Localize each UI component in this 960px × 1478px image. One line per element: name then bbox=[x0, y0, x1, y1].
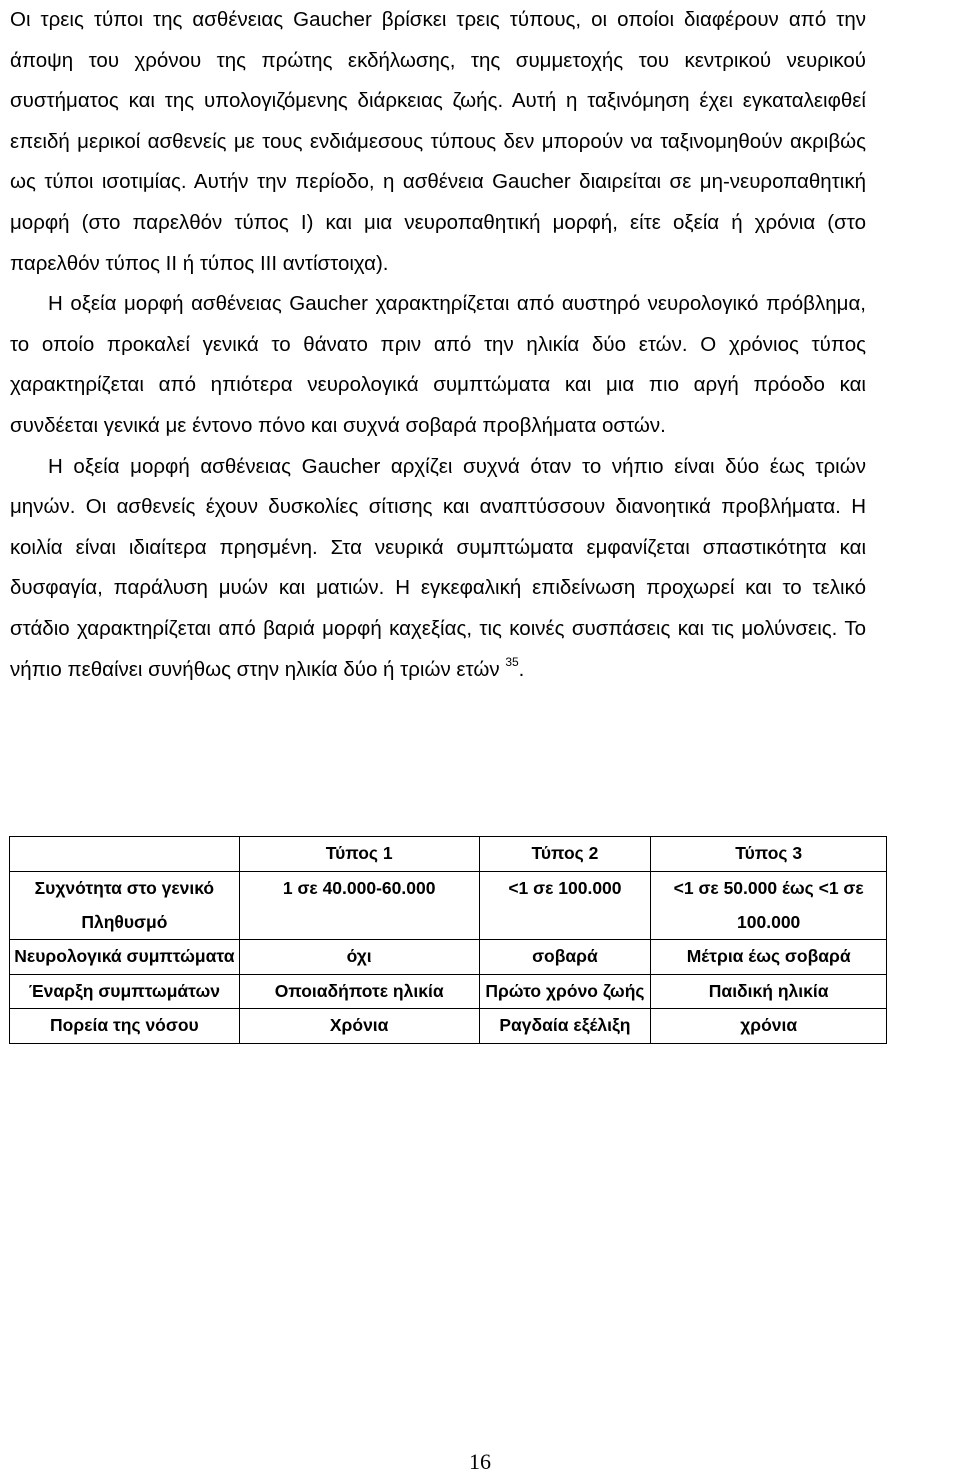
header-cell bbox=[10, 837, 240, 872]
paragraph: Οι τρεις τύποι της ασθένειας Gaucher βρίσκει τρεις τύπους, οι οποίοι διαφέρουν από την άποψη του χρόνου της πρώτης εκδήλωσης, της συμμετοχής του κεντρικού νευρικού συστήματος και της υπολογιζόμενης διάρκειας ζωής. Αυτή η ταξινόμηση έχει εγκαταλειφθεί επειδή μερικοί ασθενείς με τους ενδιάμεσους τύπους δεν μπορούν να ταξινομηθούν ακριβώς ως τύποι ισοτιμίας. Αυτήν την περίοδο, η ασθένεια Gaucher διαιρείται σε μη-νευροπαθητική μορφή (στο παρελθόν τύπος I) και μια νευροπαθητική μορφή, είτε οξεία ή χρόνια (στο παρελθόν τύπος II ή τύπος III αντίστοιχα). bbox=[10, 8, 866, 275]
table-cell: Ραγδαία εξέλιξη bbox=[479, 1009, 651, 1044]
row-label-cell: Νευρολογικά συμπτώματα bbox=[10, 940, 240, 975]
paragraph-text: Η οξεία μορφή ασθένειας Gaucher αρχίζει συχνά όταν το νήπιο είναι δύο έως τριών μηνών. Οι ασθενείς έχουν δυσκολίες σίτισης και αναπτύσσουν διανοητικά προβλήματα. Η κοιλία είναι ιδιαίτερα πρησμένη. Στα νευρικά συμπτώματα εμφανίζεται σπαστικότητα και δυσφαγία, παράλυση μυών και ματιών. Η εγκεφαλική επιδείνωση προχωρεί και το τελικό στάδιο χαρακτηρίζεται από βαριά μορφή καχεξίας, τις κοινές συσπάσεις και τις μολύνσεις. Το νήπιο πεθαίνει συνήθως στην ηλικία δύο ή τριών ετών bbox=[10, 454, 866, 681]
table-cell: όχι bbox=[239, 940, 479, 975]
table-cell: Μέτρια έως σοβαρά bbox=[651, 940, 887, 975]
table-body bbox=[10, 872, 887, 1044]
row-label-cell: Πορεία της νόσου bbox=[10, 1009, 240, 1044]
header-cell: Τύπος 3 bbox=[651, 837, 887, 872]
body-text bbox=[10, 0, 866, 690]
table-cell: Παιδική ηλικία bbox=[651, 974, 887, 1009]
paragraph bbox=[10, 447, 866, 691]
table-header-row bbox=[10, 837, 887, 872]
table-cell: Πρώτο χρόνο ζωής bbox=[479, 974, 651, 1009]
table-cell: <1 σε 50.000 έως <1 σε 100.000 bbox=[651, 872, 887, 940]
table-cell: 1 σε 40.000-60.000 bbox=[239, 872, 479, 940]
table-cell: Χρόνια bbox=[239, 1009, 479, 1044]
table-cell: Οποιαδήποτε ηλικία bbox=[239, 974, 479, 1009]
row-label-cell: Έναρξη συμπτωμάτων bbox=[10, 974, 240, 1009]
table-cell: σοβαρά bbox=[479, 940, 651, 975]
table-row bbox=[10, 940, 887, 975]
row-label-cell: Συχνότητα στο γενικό Πληθυσμό bbox=[10, 872, 240, 940]
citation-superscript: 35 bbox=[505, 654, 519, 669]
paragraph-end: . bbox=[518, 657, 525, 681]
header-cell: Τύπος 2 bbox=[479, 837, 651, 872]
gaucher-types-table bbox=[9, 836, 887, 1044]
table-cell: χρόνια bbox=[651, 1009, 887, 1044]
header-cell: Τύπος 1 bbox=[239, 837, 479, 872]
table-row bbox=[10, 1009, 887, 1044]
page-number: 16 bbox=[469, 1449, 491, 1474]
table-row bbox=[10, 872, 887, 940]
table-row bbox=[10, 974, 887, 1009]
table-cell: <1 σε 100.000 bbox=[479, 872, 651, 940]
paragraph: Η οξεία μορφή ασθένειας Gaucher χαρακτηρίζεται από αυστηρό νευρολογικό πρόβλημα, το οποίο προκαλεί γενικά το θάνατο πριν από την ηλικία δύο ετών. Ο χρόνιος τύπος χαρακτηρίζεται από ηπιότερα νευρολογικά συμπτώματα και μια πιο αργή πρόοδο και συνδέεται γενικά με έντονο πόνο και συχνά σοβαρά προβλήματα οστών. bbox=[10, 292, 866, 437]
